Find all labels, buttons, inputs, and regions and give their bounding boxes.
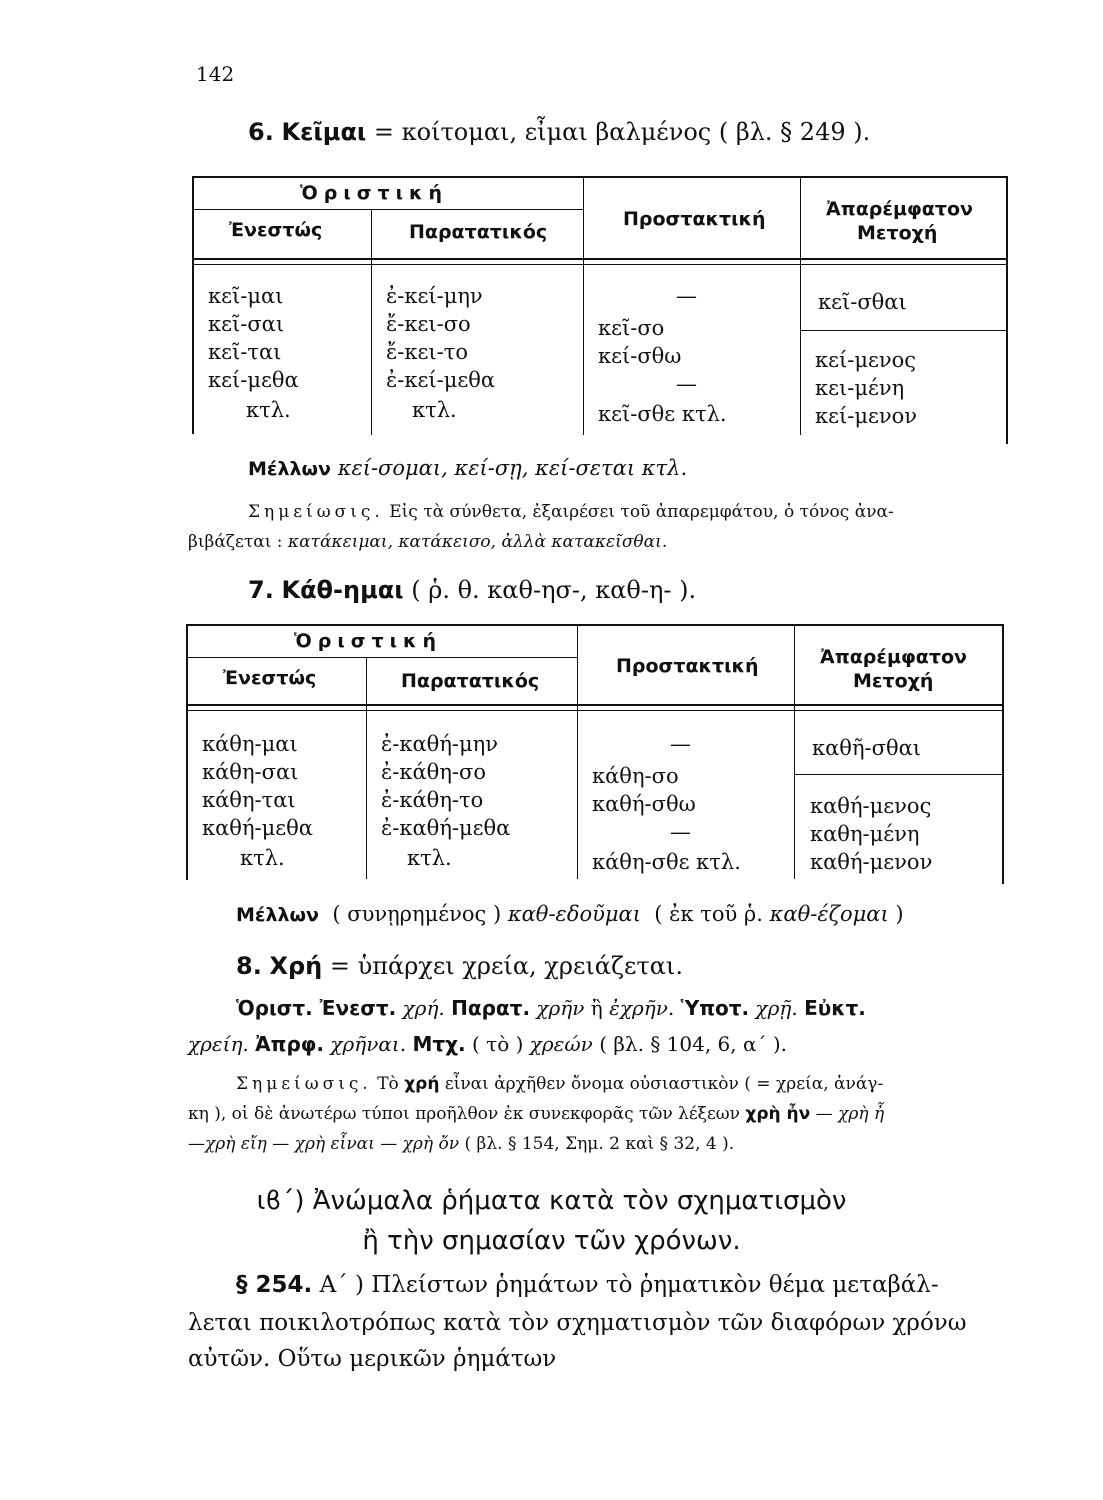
section-254-line-1 <box>236 1272 939 1298</box>
section-7-number: 7. <box>248 576 274 604</box>
t2-paratatikos-5: κτλ. <box>407 846 452 870</box>
run-line1-7: χρῇ. <box>749 996 805 1020</box>
run-line1-5: ἐχρῆν. <box>602 996 681 1020</box>
t2-prostaktiki-3: καθή-σθω <box>592 792 696 816</box>
header-paratatikos: Παρατατικός <box>409 221 548 243</box>
section-6-number: 6. <box>248 118 274 146</box>
section-6-heading <box>248 118 870 146</box>
table2-header-paratatikos: Παρατατικός <box>401 670 540 692</box>
section-8-note-line-2 <box>188 1104 884 1124</box>
section-7-mellon <box>236 902 904 926</box>
note-text-2: βιβάζεται : <box>188 532 283 552</box>
t1-enestos-2: κεῖ-σαι <box>208 312 285 336</box>
run-line1-6: Ὑποτ. <box>680 996 750 1020</box>
t2-enestos-3: κάθη-ται <box>202 788 296 812</box>
run-note3-1: ( βλ. § 154, Σημ. 2 καὶ § 32, 4 ). <box>459 1134 735 1154</box>
section-6-definition: = κοίτομαι, εἶμαι βαλμένος ( βλ. § 249 ). <box>373 118 871 146</box>
t2-paratatikos-4: ἐ-καθή-μεθα <box>381 816 511 840</box>
note-text-1: Εἰς τὰ σύνθετα, ἐξαιρέσει τοῦ ἀπαρεμφάτου, ὁ τόνος ἀνα- <box>389 502 894 522</box>
run-note2-2: — <box>810 1104 839 1124</box>
table2-oristiki-underline <box>186 657 578 658</box>
section-7-heading <box>248 576 696 604</box>
section-7-root: ( ῥ. θ. καθ-ησ-, καθ-η- ). <box>411 576 697 604</box>
note-8-label: Σημείωσις. <box>236 1074 372 1094</box>
mellon-label-7: Μέλλων <box>236 904 319 926</box>
run-note2-0: κη ), οἱ δὲ ἀνωτέρω τύποι προῆλθον ἐκ συνεκφορᾶς τῶν λέξεων <box>188 1104 746 1124</box>
table2-col-divider-1 <box>366 657 367 879</box>
section-8-definition: = ὑπάρχει χρεία, χρειάζεται. <box>329 952 683 980</box>
table-right-rule <box>1006 176 1008 444</box>
t2-aparemfaton: καθῆ-σθαι <box>812 736 922 760</box>
run-note1-1: χρή <box>404 1074 440 1094</box>
t1-paratatikos-5: κτλ. <box>412 398 457 422</box>
table2-header-prostaktiki: Προστακτική <box>616 655 759 677</box>
t2-prostaktiki-1: — <box>670 732 691 756</box>
header-enestos: Ἐνεστώς <box>229 219 323 241</box>
header-oristiki: Ὁριστική <box>300 182 449 204</box>
run-line2-1: Ἀπρφ. <box>255 1032 325 1056</box>
t2-prostaktiki-2: κάθη-σο <box>592 764 679 788</box>
t1-metochi-3: κεί-μενον <box>815 404 918 428</box>
t1-paratatikos-4: ἐ-κεί-μεθα <box>386 368 496 392</box>
mellon-forms: κεί-σομαι, κεί-σῃ, κεί-σεται κτλ. <box>337 456 688 480</box>
oristiki-underline <box>192 209 584 210</box>
section-title-line-2: ἢ τὴν σημασίαν τῶν χρόνων. <box>362 1226 741 1256</box>
t2-paratatikos-2: ἐ-κάθη-σο <box>381 760 486 784</box>
table2-header-enestos: Ἐνεστώς <box>223 667 317 689</box>
section-6-note-line-2 <box>188 532 667 552</box>
table2-col-divider-2 <box>577 624 578 879</box>
run-line1-2: Παρατ. <box>451 996 531 1020</box>
table2-aparemfaton-rule <box>794 774 1002 775</box>
t2-enestos-1: κάθη-μαι <box>202 732 298 756</box>
section-8-verb: Χρή <box>269 952 323 980</box>
mellon-7-italic: καθ-εδοῦμαι <box>507 902 641 926</box>
run-note2-3: χρὴ ἦ <box>838 1104 885 1124</box>
run-line1-4: ἢ <box>590 996 603 1020</box>
run-line2-2: χρῆναι. <box>324 1032 413 1056</box>
t2-paratatikos-1: ἐ-καθή-μην <box>381 732 498 756</box>
header-prostaktiki: Προστακτική <box>623 208 766 230</box>
table2-header-aparemfaton: Ἀπαρέμφατον <box>820 646 967 668</box>
section-7-verb: Κάθ-ημαι <box>281 576 404 604</box>
run-line1-3: χρῆν <box>530 996 591 1020</box>
t1-enestos-3: κεῖ-ται <box>208 340 282 364</box>
run-line2-6: ( βλ. § 104, 6, α΄ ). <box>592 1032 788 1056</box>
table2-col-divider-3 <box>794 624 795 879</box>
section-254-number: § 254. <box>236 1272 313 1298</box>
header-rule-2 <box>192 264 1008 265</box>
note-label: Σημείωσις. <box>248 502 384 522</box>
run-line1-1: χρή. <box>396 996 452 1020</box>
run-note1-2: εἶναι ἀρχῆθεν ὄνομα οὐσιαστικὸν ( = χρεία, ἀνάγ- <box>439 1074 884 1094</box>
run-note2-1: χρὴ ἦν <box>745 1104 811 1124</box>
t1-paratatikos-2: ἔ-κει-σο <box>386 312 471 336</box>
run-line1-8: Εὐκτ. <box>804 996 866 1020</box>
t1-enestos-1: κεῖ-μαι <box>208 284 284 308</box>
run-line2-0: χρείη. <box>188 1032 256 1056</box>
t2-enestos-4: καθή-μεθα <box>202 816 313 840</box>
section-6-note-line-1 <box>248 502 894 522</box>
t2-metochi-1: καθή-μενος <box>810 794 932 818</box>
mellon-label: Μέλλων <box>248 458 331 480</box>
run-line2-4: ( τὸ ) <box>465 1032 530 1056</box>
run-note3-0: —χρὴ εἴη — χρὴ εἶναι — χρὴ ὄν <box>188 1134 460 1154</box>
mellon-7-italic2: καθ-έζομαι <box>769 902 889 926</box>
section-8-number: 8. <box>236 952 262 980</box>
mellon-7-plain: ( συνῃρημένος ) <box>332 902 502 926</box>
t1-prostaktiki-4: — <box>676 372 697 396</box>
table2-header-rule-2 <box>186 710 1004 711</box>
t1-paratatikos-1: ἐ-κεί-μην <box>386 284 483 308</box>
table2-header-rule-1 <box>186 704 1004 706</box>
col-divider-3 <box>800 176 801 435</box>
section-254-text-1: Α΄ ) Πλείστων ῥημάτων τὸ ῥηματικὸν θέμα μεταβάλ- <box>319 1272 939 1298</box>
t2-prostaktiki-5: κάθη-σθε κτλ. <box>592 850 741 874</box>
table-left-rule <box>192 176 194 434</box>
table2-header-metochi: Μετοχή <box>853 670 934 692</box>
section-254-line-3: αὐτῶν. Οὕτω μερικῶν ῥημάτων <box>188 1346 557 1372</box>
section-title-line-1: ιϐ΄) Ἀνώμαλα ῥήματα κατὰ τὸν σχηματισμὸν <box>256 1186 847 1216</box>
t1-aparemfaton: κεῖ-σθαι <box>818 290 907 314</box>
mellon-7-close: ) <box>895 902 904 926</box>
table2-top-rule <box>186 624 1004 626</box>
mellon-7-plain2: ( ἐκ τοῦ ῥ. <box>654 902 763 926</box>
table2-header-oristiki: Ὁριστική <box>294 630 443 652</box>
t1-paratatikos-3: ἔ-κει-το <box>386 340 468 364</box>
t1-enestos-4: κεί-μεθα <box>208 368 299 392</box>
header-rule-1 <box>192 258 1008 260</box>
t2-enestos-5: κτλ. <box>240 846 285 870</box>
run-line2-3: Μτχ. <box>412 1032 466 1056</box>
note-text-2-italic: κατάκειμαι, κατάκεισο, ἀλλὰ κατακεῖσθαι. <box>287 532 668 552</box>
section-8-forms-line-2 <box>188 1032 787 1056</box>
t1-enestos-5: κτλ. <box>246 398 291 422</box>
section-254-line-2: λεται ποικιλοτρόπως κατὰ τὸν σχηματισμὸν τῶν διαφόρων χρόνω <box>188 1310 967 1336</box>
t1-prostaktiki-5: κεῖ-σθε κτλ. <box>598 402 727 426</box>
table2-left-rule <box>186 624 188 880</box>
col-divider-1 <box>371 209 372 435</box>
t1-prostaktiki-2: κεῖ-σο <box>598 316 665 340</box>
table-top-rule <box>192 176 1008 178</box>
section-8-note-line-3 <box>188 1134 734 1154</box>
run-line1-0: Ὁριστ. Ἐνεστ. <box>236 996 397 1020</box>
section-8-heading <box>236 952 683 980</box>
t2-enestos-2: κάθη-σαι <box>202 760 299 784</box>
note-8-text-1 <box>372 1074 883 1094</box>
section-8-forms-line-1 <box>236 996 866 1020</box>
t1-metochi-2: κει-μένη <box>815 376 905 400</box>
run-line2-5: χρεών <box>529 1032 593 1056</box>
t2-prostaktiki-4: — <box>670 820 691 844</box>
section-6-verb: Κεῖμαι <box>281 118 367 146</box>
t2-paratatikos-3: ἐ-κάθη-το <box>381 788 484 812</box>
t2-metochi-3: καθή-μενον <box>810 850 933 874</box>
header-metochi: Μετοχή <box>857 222 938 244</box>
section-6-mellon <box>248 456 687 480</box>
aparemfaton-rule <box>800 330 1006 331</box>
header-aparemfaton: Ἀπαρέμφατον <box>826 198 973 220</box>
table2-right-rule <box>1002 624 1004 884</box>
page-number: 142 <box>196 62 235 86</box>
run-note1-0: Τὸ <box>371 1074 405 1094</box>
t2-metochi-2: καθη-μένη <box>810 822 920 846</box>
col-divider-2 <box>583 176 584 435</box>
t1-prostaktiki-3: κεί-σθω <box>598 344 682 368</box>
section-8-note-line-1 <box>236 1074 883 1094</box>
t1-metochi-1: κεί-μενος <box>815 348 917 372</box>
t1-prostaktiki-1: — <box>676 284 697 308</box>
